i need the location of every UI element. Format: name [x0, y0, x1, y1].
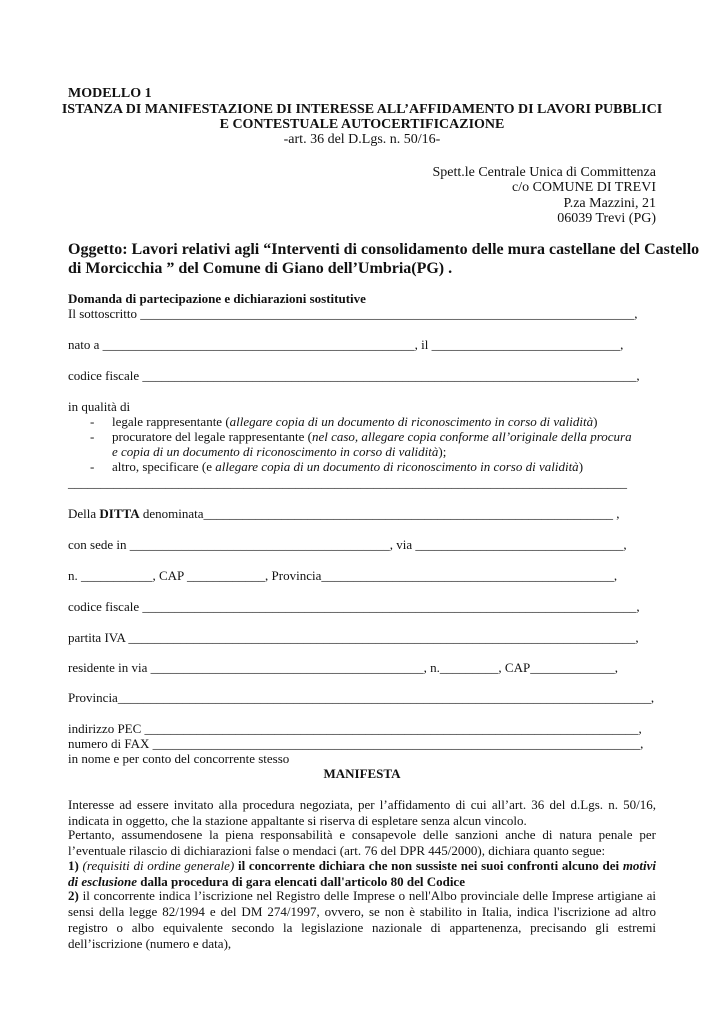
role-label: in qualità di: [68, 399, 131, 414]
province-field[interactable]: Provincia__________________________________________________________________________________,: [68, 690, 655, 705]
number-cap-province-field[interactable]: n. ___________, CAP ____________, Provincia_____________________________________________,: [68, 568, 618, 583]
separator-line: ______________________________________________________________________________________: [68, 475, 627, 490]
document-title: ISTANZA DI MANIFESTAZIONE DI INTERESSE ALL’AFFIDAMENTO DI LAVORI PUBBLICI: [61, 102, 663, 117]
role-option-proxy[interactable]: - procuratore del legale rappresentante (nel caso, allegare copia conforme all’originale della procura: [90, 429, 632, 444]
list-dash: -: [90, 459, 95, 474]
list-dash: -: [90, 429, 95, 444]
company-tax-code-field[interactable]: codice fiscale ____________________________________________________________________________,: [68, 599, 640, 614]
recipient-line-3: P.za Mazzini, 21: [563, 196, 656, 211]
sottoscritto-field[interactable]: Il sottoscritto ____________________________________________________________________________,: [68, 306, 638, 321]
subject-line-2: di Morcicchia ” del Comune di Giano dell’Umbria(PG) .: [68, 260, 453, 277]
document-title-line2: E CONTESTUALE AUTOCERTIFICAZIONE: [219, 117, 505, 132]
list-dash: -: [90, 414, 95, 429]
tax-code-field[interactable]: codice fiscale ____________________________________________________________________________,: [68, 368, 640, 383]
role-option-legal-rep[interactable]: - legale rappresentante (allegare copia di un documento di riconoscimento in corso di validità): [90, 414, 598, 429]
residence-field[interactable]: residente in via __________________________________________, n._________, CAP_____________,: [68, 660, 618, 675]
manifesta-heading: MANIFESTA: [323, 766, 401, 781]
role-option-proxy-line2: e copia di un documento di riconoscimento in corso di validità);: [112, 444, 447, 459]
manifesta-paragraph-2: Pertanto, assumendosene la piena responsabilità e consapevole delle sanzioni anche di natura penale per l’eventuale rilascio di dichiarazioni false o mendaci (art. 76 del DPR 445/2000), dichiara quanto segue:: [68, 827, 656, 858]
company-address-field[interactable]: con sede in ________________________________________, via ________________________________,: [68, 537, 627, 552]
recipient-line-4: 06039 Trevi (PG): [557, 211, 656, 226]
vat-number-field[interactable]: partita IVA ______________________________________________________________________________,: [68, 630, 639, 645]
law-reference: -art. 36 del D.Lgs. n. 50/16-: [283, 132, 441, 147]
subject-line-1: Oggetto: Lavori relativi agli “Interventi di consolidamento delle mura castellane del Castello: [68, 241, 700, 258]
declaration-item-1: 1) (requisiti di ordine generale) il concorrente dichiara che non sussiste nei suoi confronti alcuno dei motivi di esclusione dalla procedura di gara elencati dall'articolo 80 del Codice: [68, 858, 657, 889]
company-name-field[interactable]: Della DITTA denominata_______________________________________________________________ ,: [68, 506, 620, 521]
birthplace-field[interactable]: nato a ________________________________________________, il _____________________________,: [68, 337, 624, 352]
model-label: MODELLO 1: [68, 86, 152, 101]
on-behalf-text: in nome e per conto del concorrente stesso: [68, 751, 290, 766]
section-title: Domanda di partecipazione e dichiarazioni sostitutive: [68, 291, 366, 306]
fax-field[interactable]: numero di FAX ___________________________________________________________________________,: [68, 736, 644, 751]
manifesta-paragraph-1: Interesse ad essere invitato alla procedura negoziata, per l’affidamento di cui all’art. 36 del d.Lgs. n. 50/16, indicata in oggetto, che la stazione appaltante si riserva di espletare senza alcun vincolo.: [68, 797, 656, 828]
role-option-other[interactable]: - altro, specificare (e allegare copia di un documento di riconoscimento in corso di validità): [90, 459, 584, 474]
recipient-line-2: c/o COMUNE DI TREVI: [511, 180, 656, 195]
pec-field[interactable]: indirizzo PEC ____________________________________________________________________________,: [68, 721, 642, 736]
declaration-item-2: 2) il concorrente indica l’iscrizione nel Registro delle Imprese o nell'Albo provinciale delle Imprese artigiane ai sensi della legge 82/1994 e del DM 274/1997, ovvero, se non è stabilito in Italia, indica l'iscrizione ad altro registro o albo equivalente secondo la legislazione nazionale di appartenenza, precisando gli estremi dell’iscrizione (numero e data),: [68, 888, 656, 951]
recipient-line-1: Spett.le Centrale Unica di Committenza: [432, 165, 656, 180]
